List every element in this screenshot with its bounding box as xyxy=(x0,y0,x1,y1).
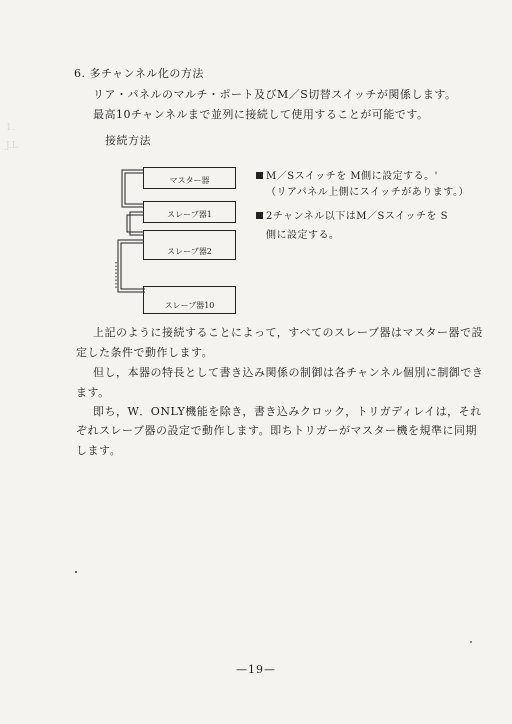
para-2-line-1: 但し，本器の特長として書き込み関係の制御は各チャンネル個別に制御でき xyxy=(93,366,484,379)
para-2-line-2: ます。 xyxy=(76,386,110,399)
master-unit-box xyxy=(143,167,236,189)
speck xyxy=(75,571,77,573)
slave-unit-10-box xyxy=(143,286,236,314)
para-1-line-2: 定した条件で動作します。 xyxy=(76,346,214,359)
note-2-line-1 xyxy=(256,210,448,224)
slave-unit-1-box xyxy=(143,201,236,223)
speck xyxy=(470,641,472,643)
page-number: —19— xyxy=(236,663,276,676)
master-unit-label: マスター器 xyxy=(169,176,210,185)
connection-method-heading: 接続方法 xyxy=(105,134,151,147)
note-1-text: M／Sスイッチを M側に設定する。' xyxy=(266,171,438,182)
section-heading: 6. 多チャンネル化の方法 xyxy=(74,67,204,80)
para-3-line-1: 即ち，W．ONLY機能を除き，書き込みクロック，トリガディレイは，それ xyxy=(93,405,482,418)
bleed-mark: 1. xyxy=(6,123,15,133)
slave-unit-2-box xyxy=(143,230,236,260)
note-2-text: 2チャンネル以下はM／Sスイッチを S xyxy=(266,211,448,222)
note-1-line-2: （リアパネル上側にスイッチがあります。） xyxy=(266,187,469,198)
note-2-line-2: 側に設定する。 xyxy=(266,230,340,241)
slave-unit-10-label: スレーブ器10 xyxy=(164,301,215,310)
slave-unit-2-label: スレーブ器2 xyxy=(167,247,212,256)
square-bullet-icon xyxy=(256,212,263,219)
square-bullet-icon xyxy=(256,172,263,179)
intro-line-1: リア・パネルのマルチ・ポート及びM／S切替スイッチが関係します。 xyxy=(93,88,457,101)
note-1-line-1 xyxy=(256,170,438,184)
slave-unit-1-label: スレーブ器1 xyxy=(167,210,212,219)
para-3-line-3: します。 xyxy=(76,444,122,457)
para-1-line-1: 上記のように接続することによって，すべてのスレーブ器はマスター器で設 xyxy=(93,326,484,339)
intro-line-2: 最高10チャンネルまで並列に接続して使用することが可能です。 xyxy=(93,108,429,121)
bleed-mark: J.L xyxy=(6,141,18,151)
para-3-line-2: ぞれスレーブ器の設定で動作します。即ちトリガーがマスター機を規準に同期 xyxy=(76,424,477,437)
